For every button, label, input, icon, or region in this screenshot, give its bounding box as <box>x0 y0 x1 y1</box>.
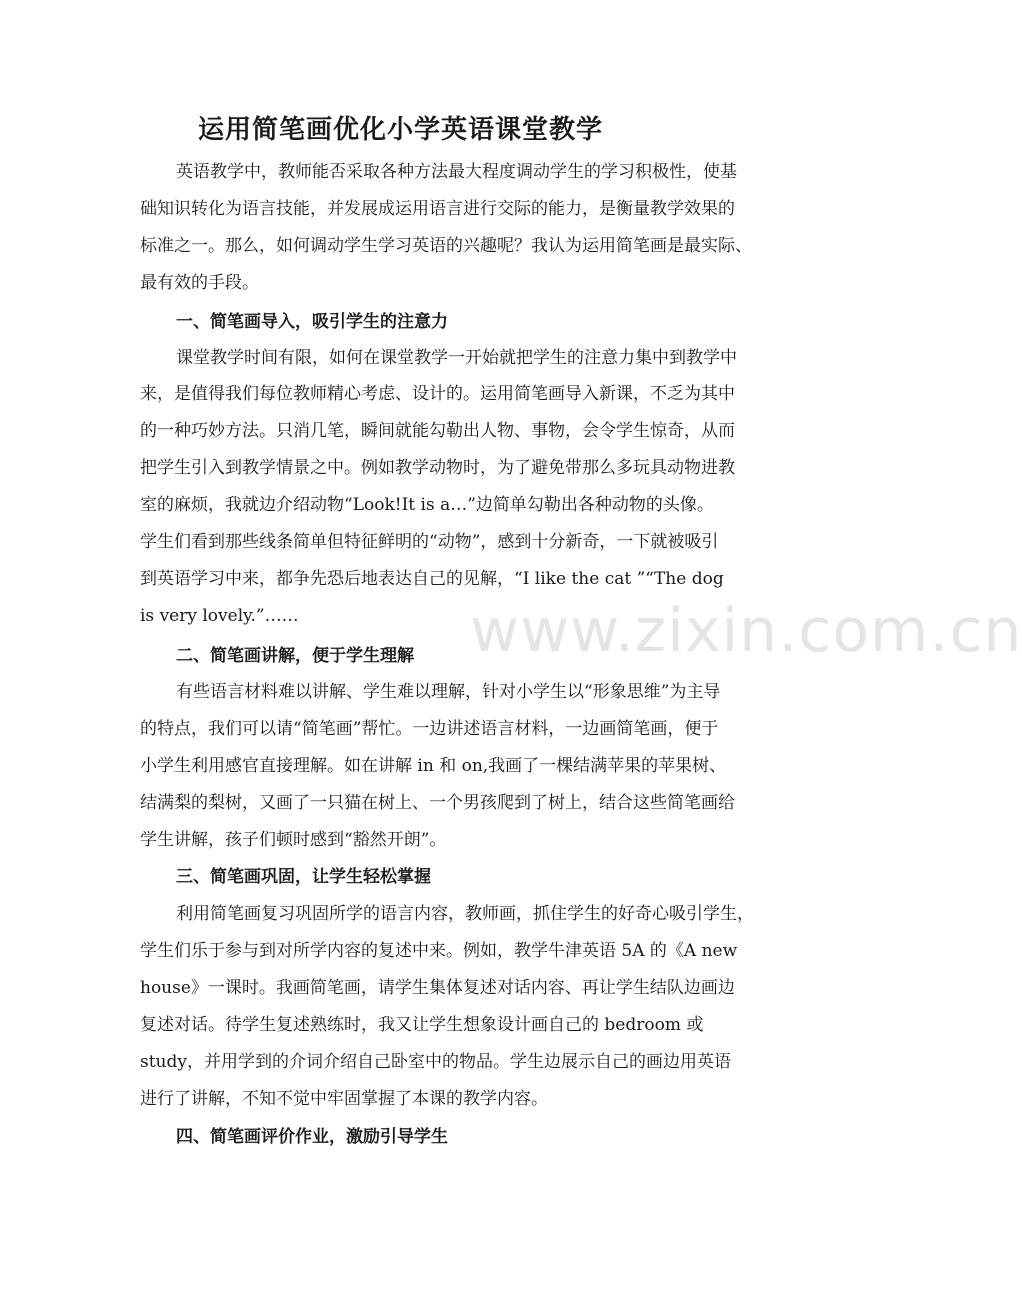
section-heading-2: 二、简笔画讲解，便于学生理解 <box>176 646 414 666</box>
paragraph-line: 来，是值得我们每位教师精心考虑、设计的。运用简笔画导入新课，不乏为其中 <box>140 384 735 404</box>
paragraph-line: 利用简笔画复习巩固所学的语言内容，教师画，抓住学生的好奇心吸引学生， <box>176 904 754 924</box>
paragraph-line: 到英语学习中来，都争先恐后地表达自己的见解，“I like the cat ”“The dog <box>140 569 724 589</box>
paragraph-line: 结满梨的梨树，又画了一只猫在树上、一个男孩爬到了树上，结合这些简笔画给 <box>140 793 735 813</box>
paragraph-line: 小学生利用感官直接理解。如在讲解 in 和 on,我画了一棵结满苹果的苹果树、 <box>140 756 727 776</box>
paragraph-line: 室的麻烦，我就边介绍动物“Look!It is a…”边简单勾勒出各种动物的头像。 <box>140 495 714 515</box>
document-title: 运用简笔画优化小学英语课堂教学 <box>198 115 604 145</box>
paragraph-line: house》一课时。我画简笔画，请学生集体复述对话内容、再让学生结队边画边 <box>140 978 735 998</box>
intro-line: 标准之一。那么，如何调动学生学习英语的兴趣呢？我认为运用简笔画是最实际、 <box>140 236 752 256</box>
paragraph-line: 的一种巧妙方法。只消几笔，瞬间就能勾勒出人物、事物，会令学生惊奇，从而 <box>140 421 735 441</box>
intro-line: 英语教学中，教师能否采取各种方法最大程度调动学生的学习积极性，使基 <box>176 162 737 182</box>
paragraph-line: 复述对话。待学生复述熟练时，我又让学生想象设计画自己的 bedroom 或 <box>140 1015 704 1035</box>
paragraph-line: 学生讲解，孩子们顿时感到“豁然开朗”。 <box>140 830 447 850</box>
intro-line: 础知识转化为语言技能，并发展成运用语言进行交际的能力，是衡量教学效果的 <box>140 199 735 219</box>
section-heading-3: 三、简笔画巩固，让学生轻松掌握 <box>176 867 431 887</box>
section-heading-1: 一、简笔画导入，吸引学生的注意力 <box>176 312 448 332</box>
watermark: www.zixin.com.cn <box>470 596 1022 666</box>
paragraph-line: 有些语言材料难以讲解、学生难以理解，针对小学生以“形象思维”为主导 <box>176 682 721 702</box>
paragraph-line: 的特点，我们可以请“简笔画”帮忙。一边讲述语言材料，一边画简笔画，便于 <box>140 719 719 739</box>
paragraph-line: 课堂教学时间有限，如何在课堂教学一开始就把学生的注意力集中到教学中 <box>176 348 737 368</box>
paragraph-line: 进行了讲解，不知不觉中牢固掌握了本课的教学内容。 <box>140 1089 548 1109</box>
paragraph-line: is very lovely.”…… <box>140 606 299 626</box>
paragraph-line: 学生们乐于参与到对所学内容的复述中来。例如，教学牛津英语 5A 的《A new <box>140 941 738 961</box>
section-heading-4: 四、简笔画评价作业，激励引导学生 <box>176 1127 448 1147</box>
intro-line: 最有效的手段。 <box>140 273 259 293</box>
paragraph-line: 把学生引入到教学情景之中。例如教学动物时，为了避免带那么多玩具动物进教 <box>140 458 735 478</box>
paragraph-line: study，并用学到的介词介绍自己卧室中的物品。学生边展示自己的画边用英语 <box>140 1052 731 1072</box>
paragraph-line: 学生们看到那些线条简单但特征鲜明的“动物”，感到十分新奇，一下就被吸引 <box>140 532 719 552</box>
